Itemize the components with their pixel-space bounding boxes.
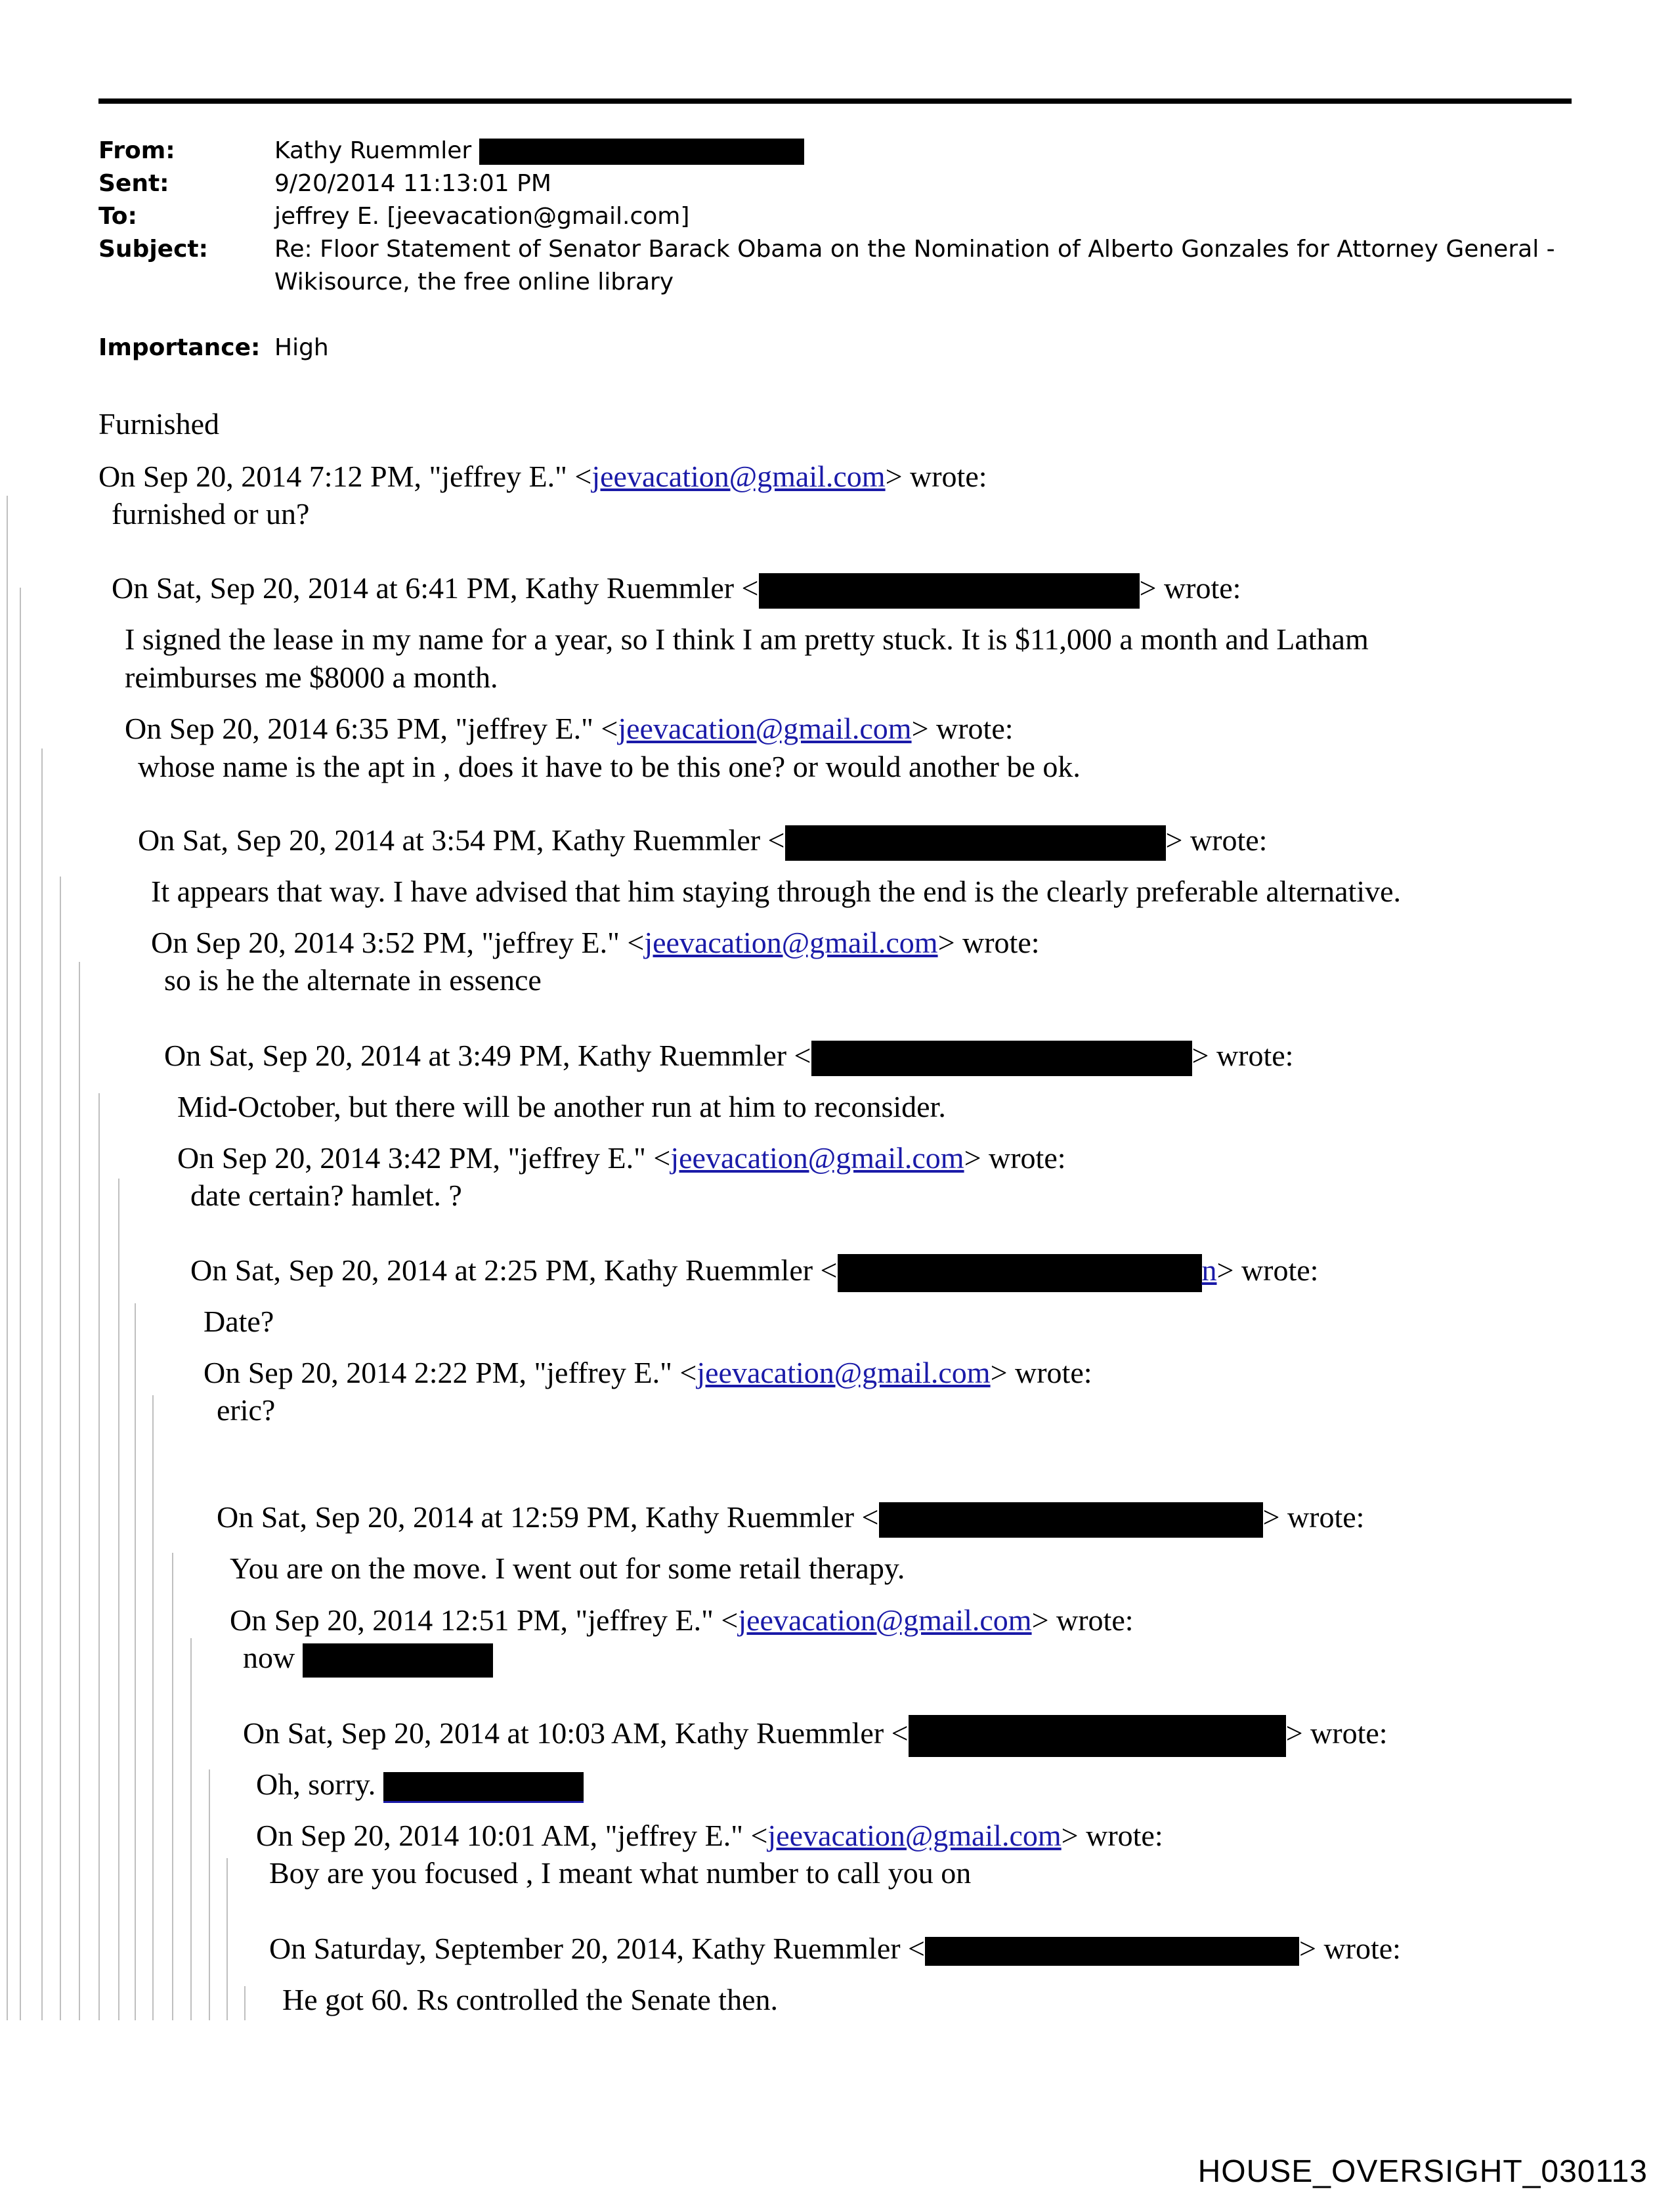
redaction-block (909, 1715, 1286, 1757)
quote-bar (172, 1553, 173, 2020)
bates-number: HOUSE_OVERSIGHT_030113 (1197, 2154, 1648, 2189)
email-link[interactable]: jeevacation@gmail.com (670, 1141, 964, 1175)
email-link[interactable]: jeevacation@gmail.com (591, 460, 886, 493)
email-link[interactable]: jeevacation@gmail.com (767, 1819, 1062, 1852)
quote-bar (98, 1093, 100, 2020)
quoted-body: so is he the alternate in essence (164, 963, 542, 997)
quoted-header: On Sep 20, 2014 3:42 PM, "jeffrey E." <jeevacation@gmail.com> wrote: (177, 1141, 1066, 1175)
redaction-block (925, 1937, 1299, 1966)
quoted-header: On Sat, Sep 20, 2014 at 3:54 PM, Kathy Ruemmler < > wrote: (138, 822, 1267, 861)
quoted-header: On Saturday, September 20, 2014, Kathy Ruemmler < > wrote: (269, 1932, 1401, 1965)
quoted-body: I signed the lease in my name for a year, so I think I am pretty stuck. It is $11,000 a month and Latham (125, 622, 1369, 656)
quoted-body: Boy are you focused , I meant what number to call you on (269, 1856, 972, 1890)
quote-bar (209, 1769, 210, 2020)
quote-bar (190, 1638, 192, 2020)
quoted-header: On Sat, Sep 20, 2014 at 3:49 PM, Kathy Ruemmler < > wrote: (164, 1037, 1293, 1076)
quoted-header: On Sat, Sep 20, 2014 at 10:03 AM, Kathy Ruemmler < > wrote: (243, 1715, 1388, 1757)
quote-bar (41, 748, 43, 2020)
quote-bar (7, 496, 8, 2020)
quote-bar (20, 588, 21, 2020)
redaction-block (479, 139, 804, 165)
sent-label: Sent: (98, 170, 169, 197)
quoted-body: Mid-October, but there will be another run at him to reconsider. (177, 1090, 946, 1123)
redaction-block (811, 1041, 1192, 1076)
importance-value: High (274, 334, 329, 361)
importance-label: Importance: (98, 334, 261, 361)
quoted-body: eric? (217, 1393, 276, 1427)
email-link[interactable]: jeevacation@gmail.com (697, 1356, 991, 1389)
quoted-header: On Sep 20, 2014 10:01 AM, "jeffrey E." <jeevacation@gmail.com> wrote: (256, 1819, 1163, 1852)
quoted-header: On Sep 20, 2014 12:51 PM, "jeffrey E." <jeevacation@gmail.com> wrote: (230, 1603, 1134, 1637)
quoted-header: On Sep 20, 2014 7:12 PM, "jeffrey E." <jeevacation@gmail.com> wrote: (98, 460, 987, 493)
email-link[interactable]: jeevacation@gmail.com (618, 712, 912, 745)
quote-bar (244, 1986, 246, 2020)
redaction-block (303, 1643, 493, 1678)
header-rule (98, 98, 1572, 104)
subject-line-1: Re: Floor Statement of Senator Barack Obama on the Nomination of Alberto Gonzales for Attorney General - (274, 236, 1555, 263)
to-label: To: (98, 203, 137, 230)
redaction-block (383, 1772, 584, 1803)
quoted-header: On Sat, Sep 20, 2014 at 6:41 PM, Kathy Ruemmler < > wrote: (112, 570, 1241, 609)
from-value: Kathy Ruemmler (274, 137, 472, 164)
quoted-body: now (243, 1639, 493, 1678)
to-value: jeffrey E. [jeevacation@gmail.com] (274, 203, 690, 230)
quote-bar (152, 1395, 154, 2020)
quoted-body: reimburses me $8000 a month. (125, 661, 498, 694)
redaction-block (879, 1502, 1263, 1538)
sent-value: 9/20/2014 11:13:01 PM (274, 170, 551, 197)
quoted-body: It appears that way. I have advised that him staying through the end is the clearly preferable alternative. (151, 875, 1402, 908)
quote-bar (79, 962, 80, 2020)
subject-line-2: Wikisource, the free online library (274, 269, 674, 295)
quoted-header: On Sat, Sep 20, 2014 at 2:25 PM, Kathy Ruemmler < n> wrote: (190, 1252, 1318, 1292)
redaction-block (785, 825, 1166, 861)
quoted-header: On Sep 20, 2014 3:52 PM, "jeffrey E." <jeevacation@gmail.com> wrote: (151, 926, 1040, 959)
quote-bar (60, 877, 61, 2020)
quoted-body: You are on the move. I went out for some retail therapy. (230, 1551, 905, 1585)
email-link[interactable]: jeevacation@gmail.com (738, 1603, 1032, 1637)
quoted-body: furnished or un? (112, 497, 310, 531)
quoted-body: Date? (204, 1305, 274, 1338)
quote-bar (118, 1179, 119, 2020)
reply-body: Furnished (98, 407, 219, 441)
redaction-block (838, 1254, 1202, 1292)
quoted-body: Oh, sorry. (256, 1766, 584, 1803)
email-link[interactable]: jeevacation@gmail.com (644, 926, 938, 959)
quoted-body: He got 60. Rs controlled the Senate then. (282, 1983, 779, 2016)
from-label: From: (98, 137, 175, 164)
quoted-body: whose name is the apt in , does it have to be this one? or would another be ok. (138, 750, 1081, 783)
quoted-header: On Sat, Sep 20, 2014 at 12:59 PM, Kathy Ruemmler < > wrote: (217, 1499, 1364, 1538)
quoted-header: On Sep 20, 2014 6:35 PM, "jeffrey E." <jeevacation@gmail.com> wrote: (125, 712, 1014, 745)
quote-bar (226, 1858, 228, 2020)
quote-bar (135, 1303, 136, 2020)
quoted-header: On Sep 20, 2014 2:22 PM, "jeffrey E." <jeevacation@gmail.com> wrote: (204, 1356, 1092, 1389)
redaction-block (759, 573, 1140, 609)
subject-label: Subject: (98, 236, 209, 263)
quoted-body: date certain? hamlet. ? (190, 1179, 462, 1212)
